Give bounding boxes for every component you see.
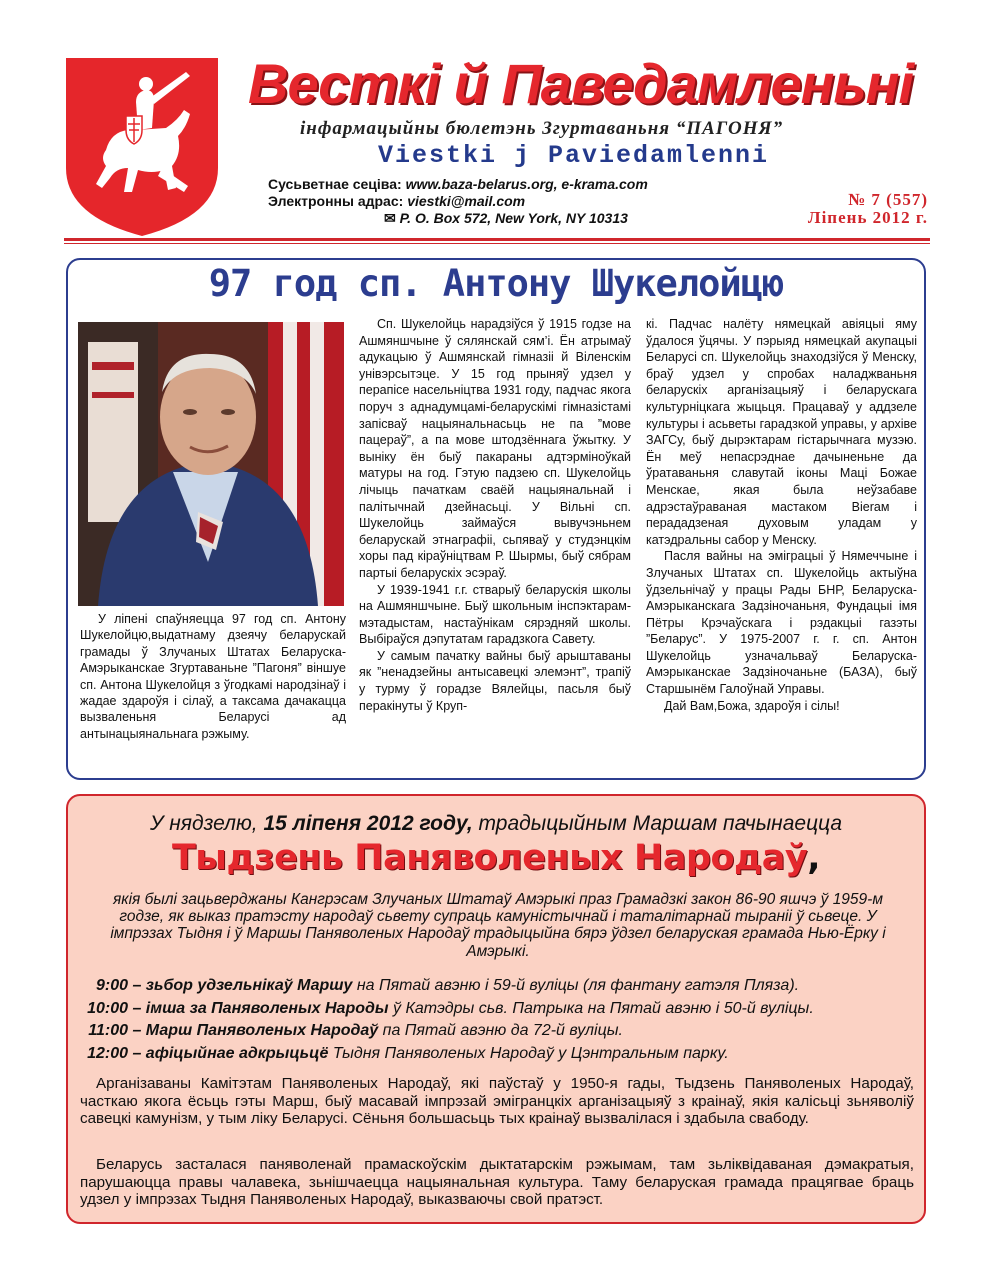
issue-number: № 7 (557) <box>848 190 928 209</box>
article-closing: Дай Вам,Божа, здароўя і сілы! <box>664 698 840 713</box>
schedule-item: 10:00 – імша за Паняволеных Народы ў Катэдры сьв. Патрыка на Пятай авэню і 50-й вуліцы. <box>80 1000 814 1018</box>
schedule-event: афіцыйнае адкрыцьцё <box>145 1045 329 1062</box>
schedule-time: 11:00 <box>88 1022 128 1039</box>
announcement-headline-comma: , <box>807 838 821 878</box>
website-label: Сусьветнае сеціва: <box>268 176 402 192</box>
announcement-paragraph: Беларусь засталася паняволенай прамаскоўскім дыктатарскім рэжымам, там зьліквідаваная дэмакратыя, парушаюцца правы чалавека, зьнішчаецца нацыянальная культура. Таму беларуская грамада працягвае браць удзел у імпрэзах Тыдня Паняволеных Народаў, выказваючы свой пратэст. <box>80 1156 914 1208</box>
schedule-item: 12:00 – афіцыйнае адкрыцьцё Тыдня Паняволеных Народаў у Цэнтральным парку. <box>80 1045 729 1063</box>
email-line <box>268 193 525 209</box>
article-paragraph: У 1939-1941 г.г. стварыў беларускія школы на Ашмяншчыне. Быў школьным інспэктарам-мэтадыстам, настаўнікам сярэдняй школы. Выбіраўся дэпутатам гарадзкога Савету. <box>359 582 631 647</box>
announcement-paragraph: Арганізаваны Камітэтам Паняволеных Народаў, які паўстаў у 1950-я гады, Тыдзень Паняволеных Народаў, часткаю якога ёсьць гэты Марш, быў масавай імпрэзай эмігранцкіх арганізацыяў з краінаў, якія калісьці зьняволіў савецкі камунізм, у тым ліку Беларусі. Сёньня большасьць тых краінаў вызвалілася і здабыла свабоду. <box>80 1075 914 1127</box>
email-link[interactable]: viestki@mail.com <box>407 193 526 209</box>
schedule-event: зьбор удзельнікаў Маршу <box>145 977 353 994</box>
schedule-time: 10:00 <box>87 1000 128 1017</box>
website-links[interactable]: www.baza-belarus.org, e-krama.com <box>405 176 648 192</box>
email-label: Электронны адрас: <box>268 193 404 209</box>
pahonia-coat-of-arms <box>66 58 218 236</box>
article-headline: 97 год сп. Антону Шукелойцю <box>208 262 784 305</box>
schedule-item: 9:00 – зьбор удзельнікаў Маршу на Пятай авэню і 59-й вуліцы (ля фантану гатэля Пляза). <box>80 977 799 995</box>
article-column-3 <box>646 316 917 714</box>
schedule-details: Тыдня Паняволеных Народаў у Цэнтральным парку. <box>332 1045 729 1062</box>
newsletter-latin-title: Viestki j Paviedamlenni <box>378 141 770 170</box>
article-paragraph: Пасля вайны на эміграцыі ў Нямеччыне і Злучаных Штатах сп. Шукелойць актыўна ўдзельнічаў у працы Рады БНР, Беларуска-Амэрыканскага Задзіночаньня, Фундацыі імя Пётры Крэчаўскага і рэдакцыі газэты ”Беларус”. У 1975-2007 г. г. сп. Антон Шукелойць узначальваў Беларуска-Амэрыканскае Задзіночаньне (БАЗА), быў Старшынём Галоўнай Управы. <box>646 549 917 697</box>
announcement-intro: якія былі зацьверджаны Кангрэсам Злучаных Штатаў Амэрыкі праз Грамадзкі закон 86-90 яшчэ ў 1959-м годзе, як выказ пратэсту народаў сьвету супраць камуністычнай і таталітарнай тыраніі ў сьвеце. У імпрэзах Тыдня і ў Маршы Паняволеных Народаў традыцыйна бярэ ўдзел беларуская грамада Нью-Ёрку і Амэрыкі. <box>110 891 886 960</box>
website-line <box>268 176 648 192</box>
lead-suffix: традыцыйным Маршам пачынаецца <box>478 812 843 835</box>
envelope-icon: ✉ <box>384 210 396 226</box>
lead-date: 15 ліпеня 2012 году, <box>263 812 473 835</box>
postal-line <box>384 210 628 227</box>
photo-caption: У ліпені спаўняецца 97 год сп. Антону Шукелойцю,выдатнаму дзеячу беларускай грамады ў Злучаных Штатах Беларуска-Амэрыканскае Згуртаваньне ”Пагоня” віншуе сп. Антона Шукелойця з ўгодкамі народзінаў і жадае здароўя і сілаў, а таксама дачакацца вызваленьня Беларусі ад антынацыянальнага рэжыму. <box>80 612 346 741</box>
article-column-2 <box>359 316 631 714</box>
schedule-details: ў Катэдры сьв. Патрыка на Пятай авэню і 50-й вуліцы. <box>393 1000 814 1017</box>
schedule-time: 12:00 <box>87 1045 128 1062</box>
announcement-lead <box>66 812 926 836</box>
header-rule <box>64 238 930 241</box>
schedule-event: Марш Паняволеных Народаў <box>145 1022 379 1039</box>
article-paragraph: кі. Падчас налёту нямецкай авіяцыі яму ўдалося ўцячы. У пэрыяд нямецкай акупацыі Беларусі сп. Шукелойць знаходзіўся ў Менску, браў удзел у спробах наладжваньня беларускіх арганізацыяў і беларускага культурніцкага жыцьця. Працаваў у аддзеле культуры і асьветы гарадзкой управы, у архіве ЗАГСу, быў дырэктарам гістарычнага музэю. Ён меў непасрэднае дачыненьне да ўратаваньня славутай іконы Маці Божае Менскае, якая была неўзабаве адрэстаўраваная мастаком Вierам і перададзеная духовым уладам у катэдральны сабор у Менску. <box>646 317 917 547</box>
announcement-headline-text: Тыдзень Паняволеных Народаў <box>171 838 808 878</box>
lead-prefix: У нядзелю, <box>149 812 258 835</box>
announcement-headline <box>66 838 926 878</box>
newsletter-subtitle: інфармацыйны бюлетэнь Згуртаваньня “ПАГОНЯ” <box>300 118 784 139</box>
schedule-details: на Пятай авэню і 59-й вуліцы (ля фантану гатэля Пляза). <box>356 977 800 994</box>
newsletter-title: Весткі й Паведамленьні <box>248 52 914 115</box>
issue-date: Ліпень 2012 г. <box>807 208 928 227</box>
schedule-event: імша за Паняволеных Народы <box>145 1000 389 1017</box>
article-paragraph: У самым пачатку вайны быў арыштаваны як ”ненадзейны антысавецкі элемэнт”, трапіў у турму ў горадзе Вялейцы, пасьля быў перакінуты ў Круп- <box>359 648 631 713</box>
schedule-item: 11:00 – Марш Паняволеных Народаў па Пятай авэню да 72-й вуліцы. <box>80 1022 623 1040</box>
article-paragraph: Сп. Шукелойць нарадзіўся ў 1915 годзе на Ашмяншчыне ў сялянскай сям’і. Ён атрымаў адукацыю ў Ашмянскай гімназіі й Віленскім унівэрсытэце. У 15 год прыняў удзел у перапісе насельніцтва 1931 году, падчас якога поруч з аднадумцамі-беларускімі гімназістамі запісваў нацыянальнасьць не па ”мове пацераў”, а па мове штодзённага ўжытку. У выніку ён быў пакараны адтэрміноўкай матуры на год. Гэтую падзею сп. Шукелойць лічыць пачаткам сваёй нацыянальнай і палітычнай дзейнасьці. У Вільні сп. Шукелойць займаўся вывучэньнем беларускай этнаграфіі, сьпяваў у студэнцкім хоры пад кіраўніцтвам Р. Шырмы, быў сябрам партыі беларускіх эсэраў. <box>359 317 631 580</box>
header-rule-thin <box>64 243 930 244</box>
schedule-details: па Пятай авэню да 72-й вуліцы. <box>382 1022 623 1039</box>
portrait-photo <box>78 322 344 606</box>
postal-address: P. O. Box 572, New York, NY 10313 <box>399 210 628 226</box>
schedule-time: 9:00 <box>95 977 128 994</box>
